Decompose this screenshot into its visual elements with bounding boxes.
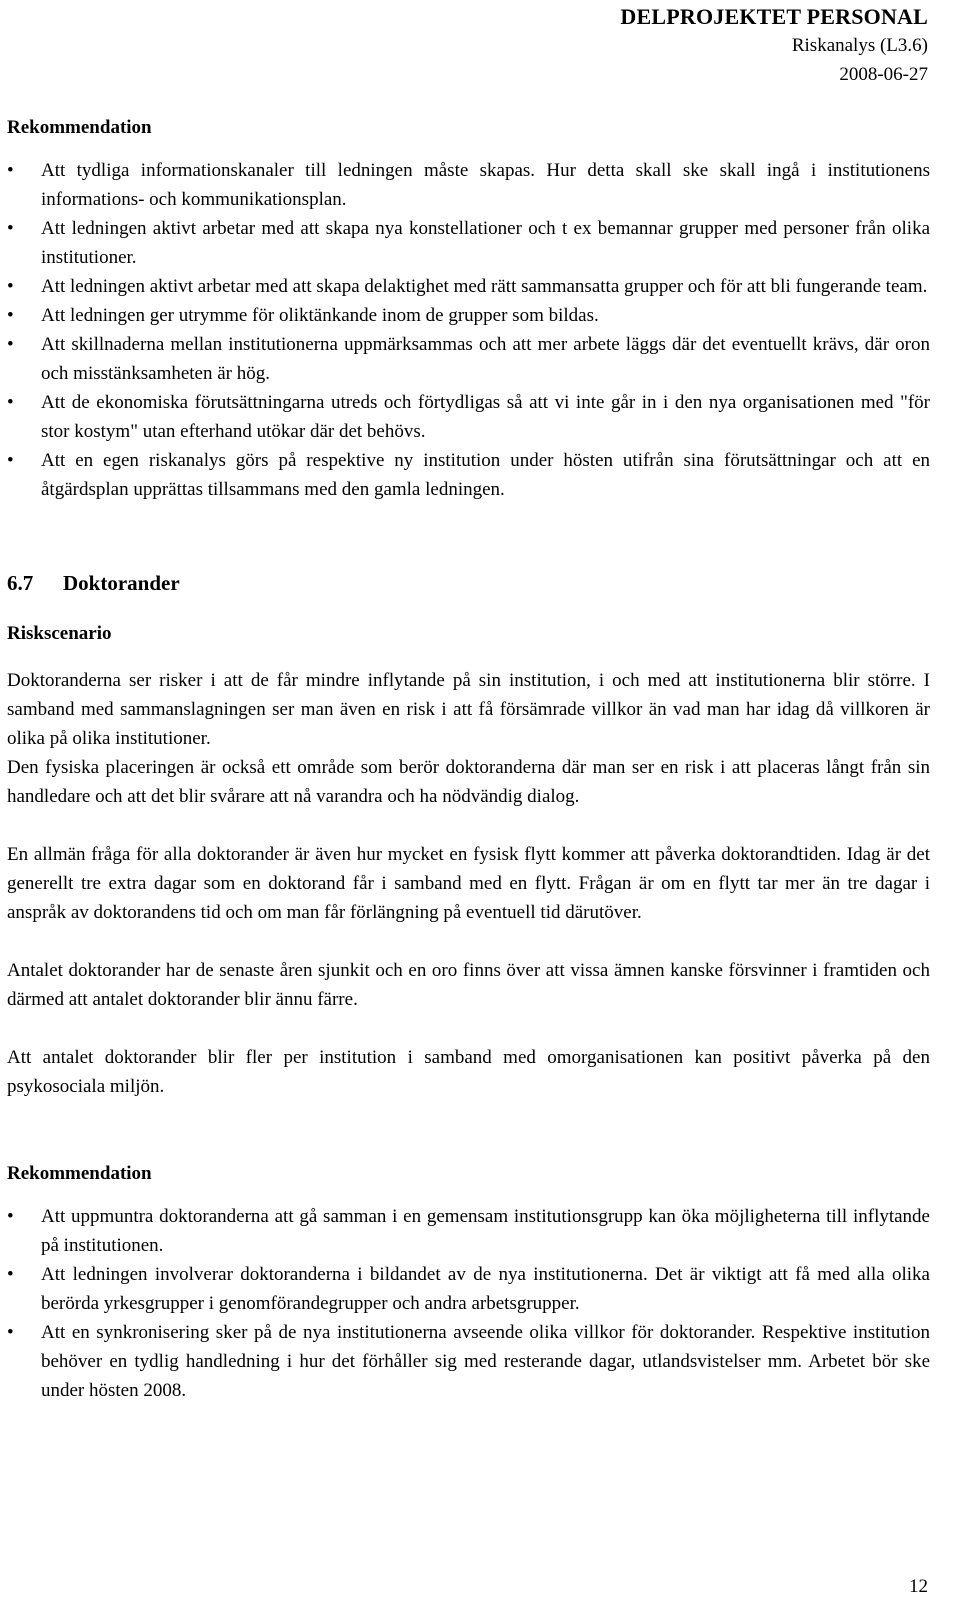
page-number: 12 [909, 1576, 928, 1597]
page-content [7, 114, 930, 1405]
section-title: Doktorander [63, 571, 180, 595]
list-item: • Att uppmuntra doktoranderna att gå samman i en gemensam institutionsgrupp kan öka möjligheterna till inflytande på institutionen. [7, 1202, 930, 1260]
paragraph: Doktoranderna ser risker i att de får mindre inflytande på sin institution, i och med att institutionerna blir större. I samband med sammanslagningen ser man även en risk i att få försämrade villkor än vad man har idag då villkoren är olika på olika institutioner. [7, 670, 930, 749]
recommendation-list [7, 156, 930, 504]
list-item: • Att skillnaderna mellan institutionerna uppmärksammas och att mer arbete läggs där det eventuellt krävs, där oron och misstänksamheten är hög. [7, 330, 930, 388]
document-date: 2008-06-27 [839, 64, 928, 85]
paragraph: Den fysiska placeringen är också ett område som berör doktoranderna där man ser en risk i att placeras långt från sin handledare och att det blir svårare att nå varandra och ha nödvändig dialog. [7, 757, 930, 807]
paragraph: Antalet doktorander har de senaste åren sjunkit och en oro finns över att vissa ämnen kanske försvinner i framtiden och därmed att antalet doktorander blir ännu färre. [7, 960, 930, 1010]
list-item: • Att tydliga informationskanaler till ledningen måste skapas. Hur detta skall ske skall ingå i institutionens informations- och kommunikationsplan. [7, 156, 930, 214]
list-item: • Att ledningen involverar doktoranderna i bildandet av de nya institutionerna. Det är viktigt att få med alla olika berörda yrkesgrupper i genomförandegrupper och andra arbetsgrupper. [7, 1260, 930, 1318]
list-item: • Att ledningen ger utrymme för oliktänkande inom de grupper som bildas. [7, 301, 930, 330]
section-number: 6.7 [7, 571, 34, 595]
list-item: • Att de ekonomiska förutsättningarna utreds och förtydligas så att vi inte går in i den nya organisationen med "för stor kostym" utan efterhand utökar där det behövs. [7, 388, 930, 446]
section-heading [7, 568, 930, 598]
list-item: • Att ledningen aktivt arbetar med att skapa delaktighet med rätt sammansatta grupper och för att bli fungerande team. [7, 272, 930, 301]
riskscenario-heading: Riskscenario [7, 623, 112, 644]
document-subtitle: Riskanalys (L3.6) [791, 35, 928, 56]
list-item: • Att en synkronisering sker på de nya institutionerna avseende olika villkor för doktorander. Respektive institution behöver en tydlig handledning i hur det förhåller sig med resterande dagar, utlandsvistelser mm. Arbetet bör ske under hösten 2008. [7, 1318, 930, 1405]
paragraph: En allmän fråga för alla doktorander är även hur mycket en fysisk flytt kommer att påverka doktorandtiden. Idag är det generellt tre extra dagar som en doktorand får i samband med en flytt. Frågan är om en flytt tar mer än tre dagar i anspråk av doktorandens tid och om man får förlängning på eventuell tid därutöver. [7, 844, 930, 923]
list-item: • Att ledningen aktivt arbetar med att skapa nya konstellationer och t ex bemannar grupper med personer från olika institutioner. [7, 214, 930, 272]
paragraph: Att antalet doktorander blir fler per institution i samband med omorganisationen kan positivt påverka på den psykosociala miljön. [7, 1047, 930, 1097]
recommendation-list [7, 1202, 930, 1405]
recommendation-heading: Rekommendation [7, 117, 152, 138]
project-title: DELPROJEKTET PERSONAL [620, 4, 928, 29]
list-item: • Att en egen riskanalys görs på respektive ny institution under hösten utifrån sina förutsättningar och att en åtgärdsplan upprättas tillsammans med den gamla ledningen. [7, 446, 930, 504]
page-header [620, 2, 928, 89]
recommendation-heading: Rekommendation [7, 1163, 152, 1184]
